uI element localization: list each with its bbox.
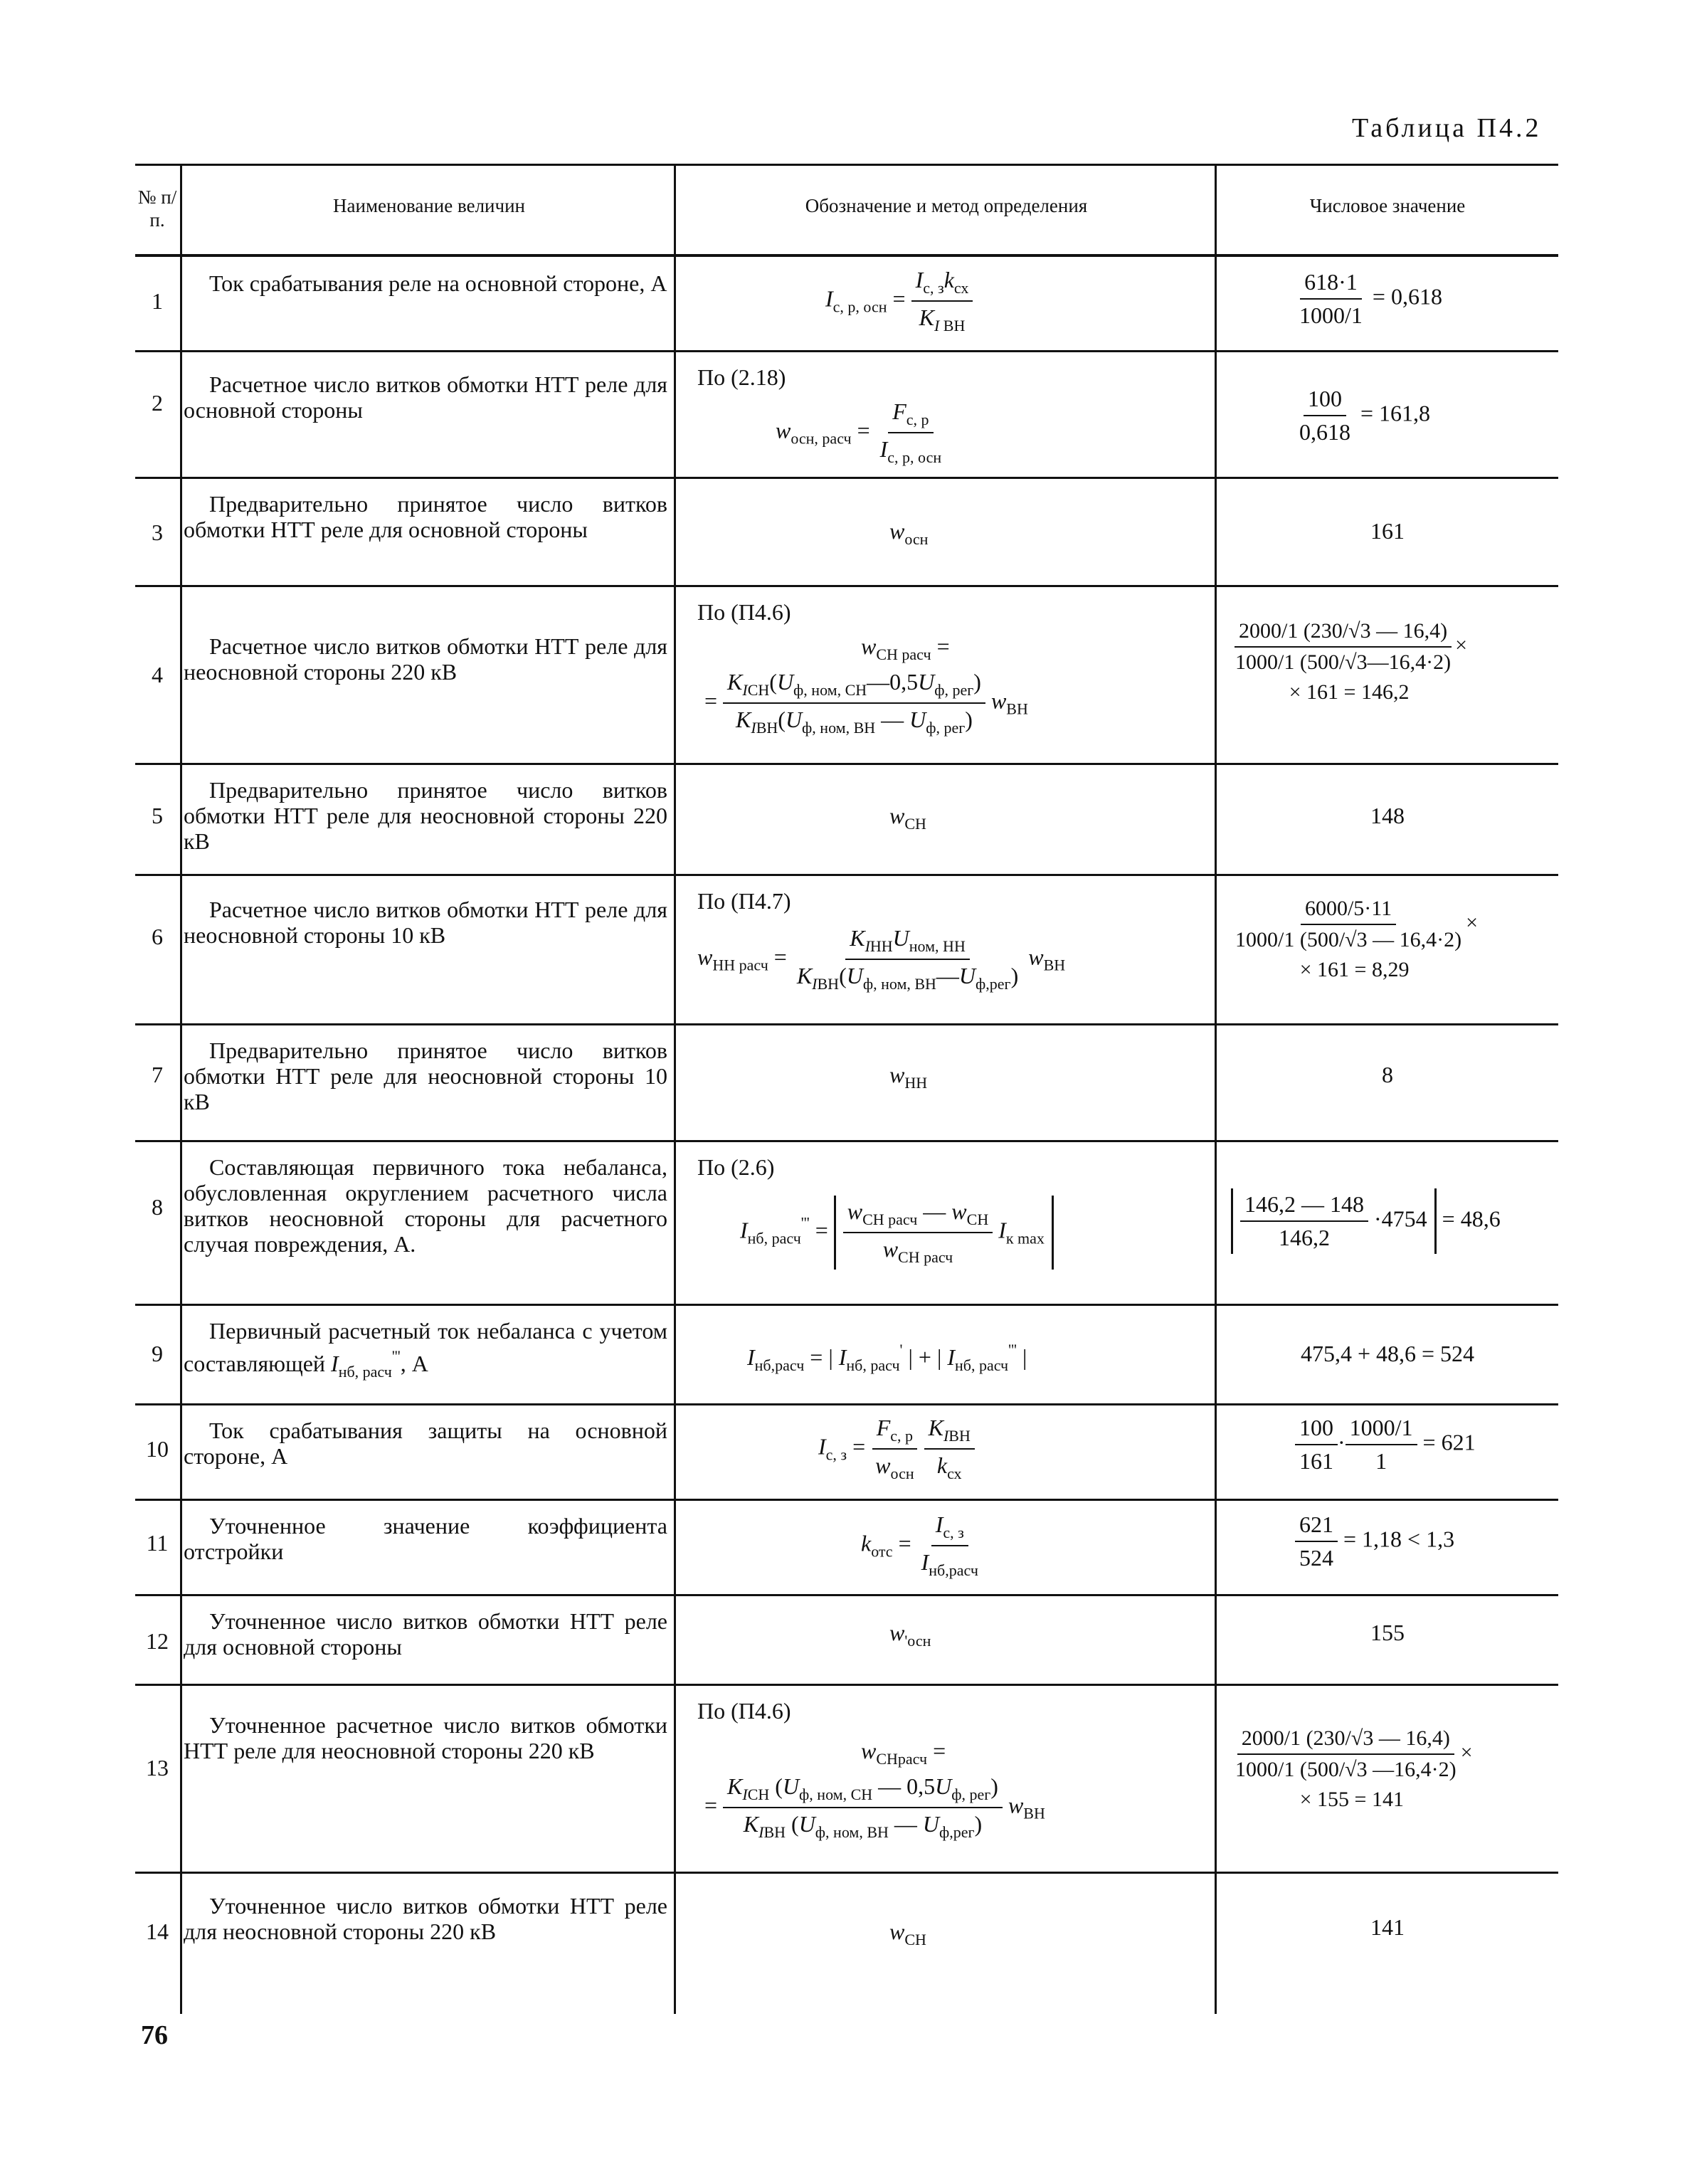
value-2: $\frac{100}{0,618}$ = 161,8 <box>1299 386 1431 445</box>
formula-4b: = $\frac{K_{IСН}(U_{ф, ном, СН}—0,5U_{ф, рег})}{K_{IВН}(U_{ф, ном, ВН} — U_{ф, рег})}$ $w_{ВН}$ <box>704 669 1028 737</box>
formula-9: $I_{нб,расч}$ = | $I_{нб, расч}'$ | + | $I_{нб, расч}'''$ | <box>747 1341 1027 1374</box>
row-name: Предварительно принятое число витков обмотки НТТ реле для основной стороны <box>184 491 667 542</box>
formula-12: $w_{'осн}$ <box>889 1620 931 1650</box>
row-number: 1 <box>152 288 163 314</box>
row-name: Первичный расчетный ток небаланса с учетом составляющей $I_{нб, расч}'''$, А <box>184 1318 667 1381</box>
value-9: 475,4 + 48,6 = 524 <box>1300 1341 1475 1366</box>
row-divider <box>135 350 1558 352</box>
row-number: 7 <box>152 1062 163 1087</box>
row-number: 4 <box>152 662 163 687</box>
row-name: Уточненное число витков обмотки НТТ реле для основной стороны <box>184 1608 667 1660</box>
row-name: Расчетное число витков обмотки НТТ реле для неосновной стороны 220 кВ <box>184 633 667 685</box>
row-number: 12 <box>146 1628 169 1654</box>
row-number: 3 <box>152 519 163 545</box>
formula-11: $k_{отс}$ = $\frac{I_{с, з}}{I_{нб,расч}}$ <box>861 1512 978 1579</box>
header-num: № п/п. <box>137 186 177 231</box>
formula-13b: = $\frac{K_{IСН} (U_{ф, ном, СН} — 0,5U_{ф, рег})}{K_{IВН} (U_{ф, ном, ВН} — U_{ф,рег})}$ $w_{ВН}$ <box>704 1773 1045 1841</box>
value-1: $\frac{618\cdot 1}{1000/1}$ = 0,618 <box>1299 269 1442 328</box>
method-ref: По (П4.7) <box>697 888 791 914</box>
column-divider <box>674 164 676 2014</box>
formula-3: $w_{осн}$ <box>889 518 929 548</box>
value-7: 8 <box>1382 1062 1393 1087</box>
formula-2: $w_{осн, расч}$ = $\frac{F_{с, р}}{I_{с, р, осн}}$ <box>776 399 942 466</box>
page-number: 76 <box>141 2020 168 2050</box>
column-divider <box>1215 164 1217 2014</box>
row-divider <box>135 874 1558 876</box>
formula-8: $I_{нб, расч}'''$ = $\frac{w_{СН расч} — w_{СН}}{w_{СН расч}}$ $I_{к max}$ <box>740 1196 1054 1270</box>
row-number: 9 <box>152 1341 163 1366</box>
row-divider <box>135 763 1558 765</box>
value-12: 155 <box>1370 1620 1405 1645</box>
row-divider <box>135 1499 1558 1501</box>
row-name: Расчетное число витков обмотки НТТ реле для неосновной стороны 10 кВ <box>184 897 667 948</box>
method-ref: По (2.18) <box>697 364 786 390</box>
row-name: Ток срабатывания реле на основной стороне, А <box>209 270 667 296</box>
value-13: $\frac{2000/1 (230/√3 — 16,4)}{1000/1 (500/√3 —16,4\cdot 2)}$ × × 155 = 141 <box>1235 1726 1473 1811</box>
table-header <box>135 164 1558 257</box>
row-number: 6 <box>152 924 163 949</box>
row-divider <box>135 1304 1558 1306</box>
method-ref: По (П4.6) <box>697 1698 791 1724</box>
row-name: Расчетное число витков обмотки НТТ реле для основной стороны <box>184 371 667 423</box>
row-number: 11 <box>146 1530 169 1556</box>
row-divider <box>135 1594 1558 1596</box>
row-number: 2 <box>152 390 163 416</box>
value-6: $\frac{6000/5\cdot 11}{1000/1 (500/√3 — 16,4\cdot 2)}$ × × 161 = 8,29 <box>1235 897 1479 981</box>
row-divider <box>135 1023 1558 1025</box>
row-name: Предварительно принятое число витков обмотки НТТ реле для неосновной стороны 10 кВ <box>184 1038 667 1114</box>
formula-14: $w_{СН}$ <box>889 1919 926 1948</box>
row-name: Уточненное расчетное число витков обмотки НТТ реле для неосновной стороны 220 кВ <box>184 1712 667 1763</box>
row-divider <box>135 1684 1558 1686</box>
row-number: 13 <box>146 1755 169 1781</box>
formula-10: $I_{с, з}$ = $\frac{F_{с, р}}{w_{осн}}$ $\frac{K_{IВН}}{k_{сх}}$ <box>818 1415 975 1483</box>
column-divider <box>180 164 182 2014</box>
formula-5: $w_{СН}$ <box>889 803 926 833</box>
row-divider <box>135 585 1558 587</box>
formula-4a: $w_{СН расч}$ = <box>861 633 950 663</box>
row-name: Уточненное число витков обмотки НТТ реле для неосновной стороны 220 кВ <box>184 1893 667 1944</box>
formula-6: $w_{НН расч}$ = $\frac{K_{IНН}U_{ном, НН}}{K_{IВН}(U_{ф, ном, ВН}—U_{ф,рег})}$ $w_{ВН}$ <box>697 925 1066 993</box>
row-name: Уточненное значение коэффициента отстройки <box>184 1513 667 1564</box>
row-number: 14 <box>146 1919 169 1944</box>
row-number: 8 <box>152 1194 163 1220</box>
method-ref: По (2.6) <box>697 1154 775 1180</box>
value-5: 148 <box>1370 803 1405 828</box>
method-ref: По (П4.6) <box>697 599 791 625</box>
table-caption: Таблица П4.2 <box>1352 113 1542 143</box>
row-number: 10 <box>146 1436 169 1462</box>
row-name: Составляющая первичного тока небаланса, обусловленная округлением расчетного числа витков неосновной стороны для расчетного случая повреждения, А. <box>184 1154 667 1257</box>
row-divider <box>135 1872 1558 1874</box>
value-14: 141 <box>1370 1914 1405 1940</box>
row-number: 5 <box>152 803 163 828</box>
header-name: Наименование величин <box>333 195 525 216</box>
value-8: $\frac{146,2 — 148}{146,2}$ ·4754 = 48,6 <box>1231 1188 1501 1254</box>
row-name: Ток срабатывания защиты на основной стороне, А <box>184 1418 667 1469</box>
row-divider <box>135 1140 1558 1142</box>
header-value: Числовое значение <box>1309 195 1466 216</box>
value-4: $\frac{2000/1 (230/√3 — 16,4)}{1000/1 (500/√3—16,4\cdot 2)}$ × × 161 = 146,2 <box>1235 619 1468 704</box>
row-divider <box>135 477 1558 479</box>
value-3: 161 <box>1370 518 1405 544</box>
formula-13a: $w_{СНрасч}$ = <box>861 1738 946 1768</box>
formula-1: $I_{с, р, осн}$ = $\frac{I_{с, з}k_{сх}}{K_{I ВН}}$ <box>825 267 973 335</box>
formula-7: $w_{НН}$ <box>889 1062 928 1092</box>
value-11: $\frac{621}{524}$ = 1,18 < 1,3 <box>1295 1512 1454 1571</box>
header-method: Обозначение и метод определения <box>805 195 1088 216</box>
row-divider <box>135 1403 1558 1405</box>
value-10: $\frac{100}{161}$ · $\frac{1000/1}{1}$ = 621 <box>1295 1415 1476 1475</box>
row-name: Предварительно принятое число витков обмотки НТТ реле для неосновной стороны 220 кВ <box>184 777 667 854</box>
